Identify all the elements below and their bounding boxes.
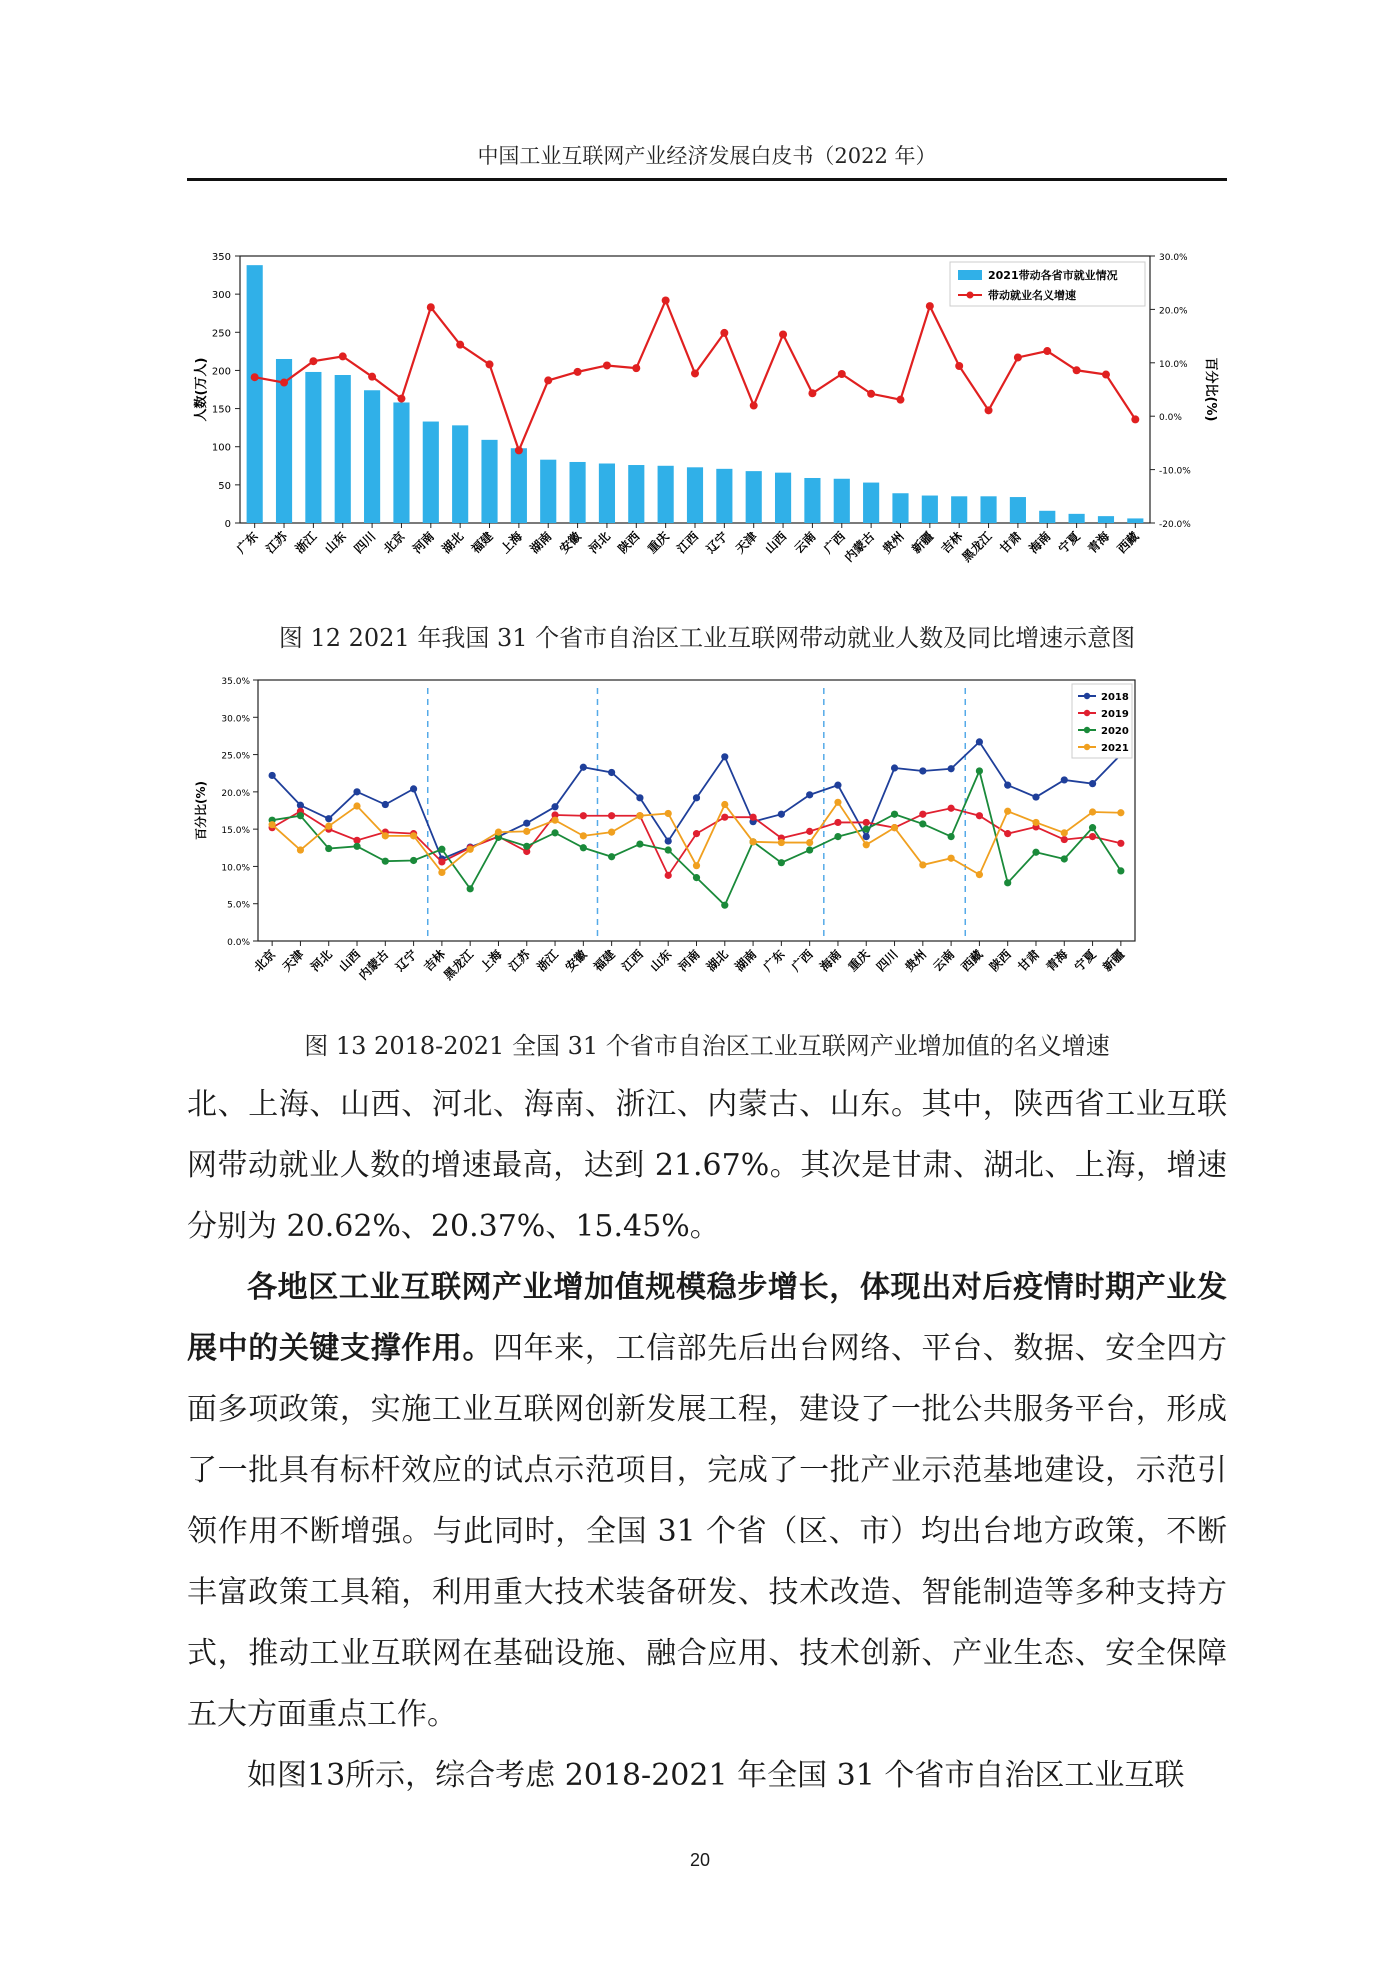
x-tick-label: 广东 [760,947,788,975]
series-point-2021 [919,861,926,868]
series-point-2019 [665,872,672,879]
series-point-2018 [523,820,530,827]
series-point-2018 [778,811,785,818]
series-point-2019 [976,812,983,819]
y-tick-label: 30.0% [221,714,250,725]
y2-tick-label: 10.0% [1159,359,1188,370]
series-point-2018 [580,764,587,771]
x-tick-label: 河北 [307,947,335,975]
series-point-2020 [1061,855,1068,862]
series-point-2018 [353,788,360,795]
series-point-2021 [353,802,360,809]
y-tick-label: 50 [218,480,231,492]
x-tick-label: 江苏 [263,529,291,557]
series-point-2020 [467,885,474,892]
y2-tick-label: 0.0% [1159,413,1182,424]
series-point-2020 [778,859,785,866]
x-tick-label: 福建 [468,529,496,557]
series-point-2021 [467,846,474,853]
series-point-2020 [891,811,898,818]
paragraph-2-text: 四年来，工信部先后出台网络、平台、数据、安全四方面多项政策，实施工业互联网创新发展工程，建设了一批公共服务平台，形成了一批具有标杆效应的试点示范项目，完成了一批产业示范基地建设，示范引领作用不断增强。与此同时，全国 31 个省（区、市）均出台地方政策，不断丰富政策工具箱，利用重大技术装备研发、技术改造、智能制造等多种支持方式，推动工业互联网在基础设施、融合应用、技术创新、产业生态、安全保障五大方面重点工作。 [187,1331,1228,1732]
series-point-2020 [693,874,700,881]
x-tick-label: 黑龙江 [440,947,477,983]
paragraph-2 [187,1257,1227,1745]
paragraph-2-bold: 各地区工业互联网产业增加值规模稳步增长，体现出对后疫情时期产业发展中的关键支撑作用。 [187,1270,1227,1366]
series-point-2018 [325,815,332,822]
series-point-2021 [665,810,672,817]
series-point-2018 [976,738,983,745]
x-tick-label: 广西 [821,529,848,557]
series-point-2020 [580,844,587,851]
x-tick-label: 安徽 [562,947,590,975]
series-point-2021 [1004,808,1011,815]
x-tick-label: 四川 [873,947,901,975]
series-point-2019 [749,814,756,821]
legend-label: 2021 [1101,743,1129,754]
series-point-2020 [806,846,813,853]
y-tick-label: 15.0% [221,826,250,837]
y-tick-label: 100 [211,442,231,454]
y-tick-label: 300 [211,290,231,302]
series-point-2018 [863,833,870,840]
series-point-2021 [608,829,615,836]
series-point-2020 [438,846,445,853]
legend-marker [1084,744,1090,750]
x-tick-label: 辽宁 [703,529,731,557]
series-point-2018 [919,767,926,774]
figure13-caption: 图 13 2018-2021 全国 31 个省市自治区工业互联网产业增加值的名义增速 [304,1032,1110,1060]
series-point-2020 [410,857,417,864]
series-point-2021 [438,869,445,876]
legend-label-bar: 2021带动各省市就业情况 [988,269,1118,282]
x-tick-label: 青海 [1043,947,1071,975]
series-point-2018 [608,769,615,776]
x-tick-label: 贵州 [902,947,929,975]
x-tick-label: 山西 [762,529,790,557]
x-tick-label: 吉林 [938,529,966,557]
x-tick-label: 四川 [351,529,379,557]
series-point-2019 [1061,836,1068,843]
series-point-2018 [269,772,276,779]
x-tick-label: 江苏 [505,947,533,975]
x-tick-label: 浙江 [534,947,562,975]
series-point-2020 [721,902,728,909]
y-axis-label: 百分比(%) [194,781,208,840]
x-tick-label: 山西 [336,947,364,975]
series-point-2018 [382,801,389,808]
series-point-2019 [1117,840,1124,847]
series-point-2020 [1117,867,1124,874]
series-point-2021 [778,839,785,846]
x-tick-label: 黑龙江 [959,529,995,565]
x-tick-label: 河北 [586,529,614,557]
series-point-2020 [297,812,304,819]
y-tick-label: 25.0% [221,751,250,762]
y2-tick-label: 20.0% [1159,306,1188,317]
paragraph-1: 北、上海、山西、河北、海南、浙江、内蒙古、山东。其中，陕西省工业互联网带动就业人数的增速最高，达到 21.67%。其次是甘肃、湖北、上海，增速分别为 20.62%、20.37%、15.45%。 [187,1087,1227,1244]
x-tick-label: 江西 [674,529,702,557]
series-point-2018 [693,794,700,801]
legend-label: 2019 [1101,709,1129,720]
x-tick-label: 内蒙古 [841,529,878,565]
paragraph-3: 如图13所示，综合考虑 2018-2021 年全国 31 个省市自治区工业互联 [247,1758,1185,1793]
series-point-2021 [721,801,728,808]
series-point-2021 [551,817,558,824]
y-tick-label: 10.0% [221,863,250,874]
series-point-2019 [806,828,813,835]
series-point-2021 [749,838,756,845]
x-tick-label: 天津 [279,947,307,975]
series-point-2020 [608,853,615,860]
series-point-2021 [297,846,304,853]
x-tick-label: 新疆 [909,529,936,557]
series-point-2018 [551,803,558,810]
series-point-2020 [523,843,530,850]
series-point-2020 [325,845,332,852]
legend-label: 2020 [1101,726,1129,737]
x-tick-label: 上海 [498,529,525,557]
x-tick-label: 福建 [590,947,618,975]
x-tick-label: 湖北 [439,529,467,557]
series-point-2018 [948,765,955,772]
y-tick-label: 0 [224,519,231,530]
series-point-2020 [636,840,643,847]
series-point-2021 [580,832,587,839]
series-point-2018 [1061,776,1068,783]
series-point-2021 [269,821,276,828]
series-point-2021 [1061,829,1068,836]
x-tick-label: 重庆 [845,947,873,975]
series-point-2018 [1032,793,1039,800]
x-tick-label: 北京 [380,529,408,557]
series-point-2018 [721,753,728,760]
series-point-2018 [410,785,417,792]
series-point-2019 [608,812,615,819]
series-point-2018 [834,782,841,789]
x-tick-label: 湖南 [732,947,760,975]
x-tick-label: 陕西 [615,529,643,557]
series-point-2020 [1032,849,1039,856]
series-point-2021 [495,829,502,836]
x-tick-label: 海南 [817,947,845,975]
y-tick-label: 0.0% [227,938,250,948]
series-point-2020 [353,843,360,850]
x-tick-label: 海南 [1026,529,1054,557]
legend-label-line: 带动就业名义增速 [988,289,1076,302]
y2-tick-label: 30.0% [1159,253,1188,263]
x-tick-label: 北京 [251,947,279,975]
y-tick-label: 350 [211,252,231,263]
x-tick-label: 河南 [675,947,703,975]
series-point-2021 [948,855,955,862]
series-point-2021 [806,839,813,846]
series-point-2018 [665,837,672,844]
series-point-2021 [523,828,530,835]
x-tick-label: 江西 [619,947,647,975]
series-point-2020 [948,833,955,840]
y-tick-label: 200 [211,366,231,378]
series-point-2019 [863,819,870,826]
series-point-2021 [834,799,841,806]
series-point-2020 [382,858,389,865]
x-tick-label: 湖北 [704,947,731,975]
x-tick-label: 山东 [647,947,675,975]
series-point-2019 [438,858,445,865]
series-point-2021 [863,841,870,848]
x-tick-label: 广东 [233,529,261,557]
x-tick-label: 湖南 [527,529,555,557]
x-tick-label: 广西 [788,947,816,975]
y-tick-label: 35.0% [221,677,250,687]
x-tick-label: 宁夏 [1055,529,1083,557]
y2-tick-label: -20.0% [1159,520,1191,530]
x-tick-label: 天津 [732,529,760,557]
series-point-2018 [636,794,643,801]
x-tick-label: 吉林 [421,947,449,975]
legend-label: 2018 [1101,692,1129,703]
x-tick-label: 内蒙古 [356,947,392,983]
series-point-2021 [1089,808,1096,815]
x-tick-label: 云南 [791,529,819,557]
y-axis-label: 人数(万人) [194,357,209,422]
x-tick-label: 浙江 [292,529,320,557]
series-point-2020 [863,826,870,833]
series-point-2019 [693,830,700,837]
series-point-2020 [551,829,558,836]
series-point-2020 [834,833,841,840]
x-tick-label: 贵州 [879,529,907,557]
legend-marker [1084,693,1090,699]
running-header: 中国工业互联网产业经济发展白皮书（2022 年） [477,144,937,168]
legend-marker [1084,710,1090,716]
series-point-2021 [325,823,332,830]
series-point-2019 [721,814,728,821]
body-text [187,1074,1227,1806]
series-point-2018 [891,764,898,771]
series-point-2019 [1089,833,1096,840]
series-point-2021 [693,862,700,869]
y-tick-label: 150 [211,404,231,416]
y2-axis-label: 百分比(%) [1203,357,1218,422]
y-tick-label: 5.0% [227,900,250,911]
series-point-2021 [891,824,898,831]
x-tick-label: 西藏 [958,947,986,975]
series-point-2020 [976,767,983,774]
series-point-2021 [636,812,643,819]
series-point-2018 [1004,782,1011,789]
series-point-2020 [919,820,926,827]
x-tick-label: 甘肃 [997,529,1025,557]
page-number: 20 [689,1850,711,1870]
y-tick-label: 20.0% [221,788,250,799]
x-tick-label: 青海 [1085,529,1113,557]
x-tick-label: 陕西 [986,947,1014,975]
x-tick-label: 西藏 [1114,529,1142,557]
series-point-2018 [806,791,813,798]
legend-marker [1084,727,1090,733]
y-tick-label: 250 [211,328,231,340]
x-tick-label: 河南 [410,529,437,557]
plot-frame [258,680,1135,941]
series-point-2020 [1004,879,1011,886]
x-tick-label: 山东 [321,529,349,557]
series-point-2019 [834,819,841,826]
series-point-2021 [410,832,417,839]
series-point-2019 [1004,830,1011,837]
figure12-caption: 图 12 2021 年我国 31 个省市自治区工业互联网带动就业人数及同比增速示意图 [278,624,1136,652]
x-tick-label: 云南 [930,947,958,975]
series-point-2020 [665,846,672,853]
x-tick-label: 新疆 [1100,947,1127,975]
x-tick-label: 安徽 [556,529,584,557]
x-tick-label: 上海 [477,947,505,975]
y2-tick-label: -10.0% [1159,466,1191,477]
series-point-2019 [919,811,926,818]
series-point-2021 [382,832,389,839]
series-point-2020 [1089,824,1096,831]
series-point-2021 [976,871,983,878]
series-point-2019 [580,812,587,819]
series-point-2019 [948,805,955,812]
x-tick-label: 甘肃 [1015,947,1043,975]
x-tick-label: 辽宁 [392,947,420,975]
series-line-2020 [272,771,1121,905]
series-point-2021 [1117,809,1124,816]
series-point-2021 [1032,819,1039,826]
x-tick-label: 重庆 [644,529,672,557]
x-tick-label: 宁夏 [1071,947,1099,975]
series-point-2018 [1089,780,1096,787]
